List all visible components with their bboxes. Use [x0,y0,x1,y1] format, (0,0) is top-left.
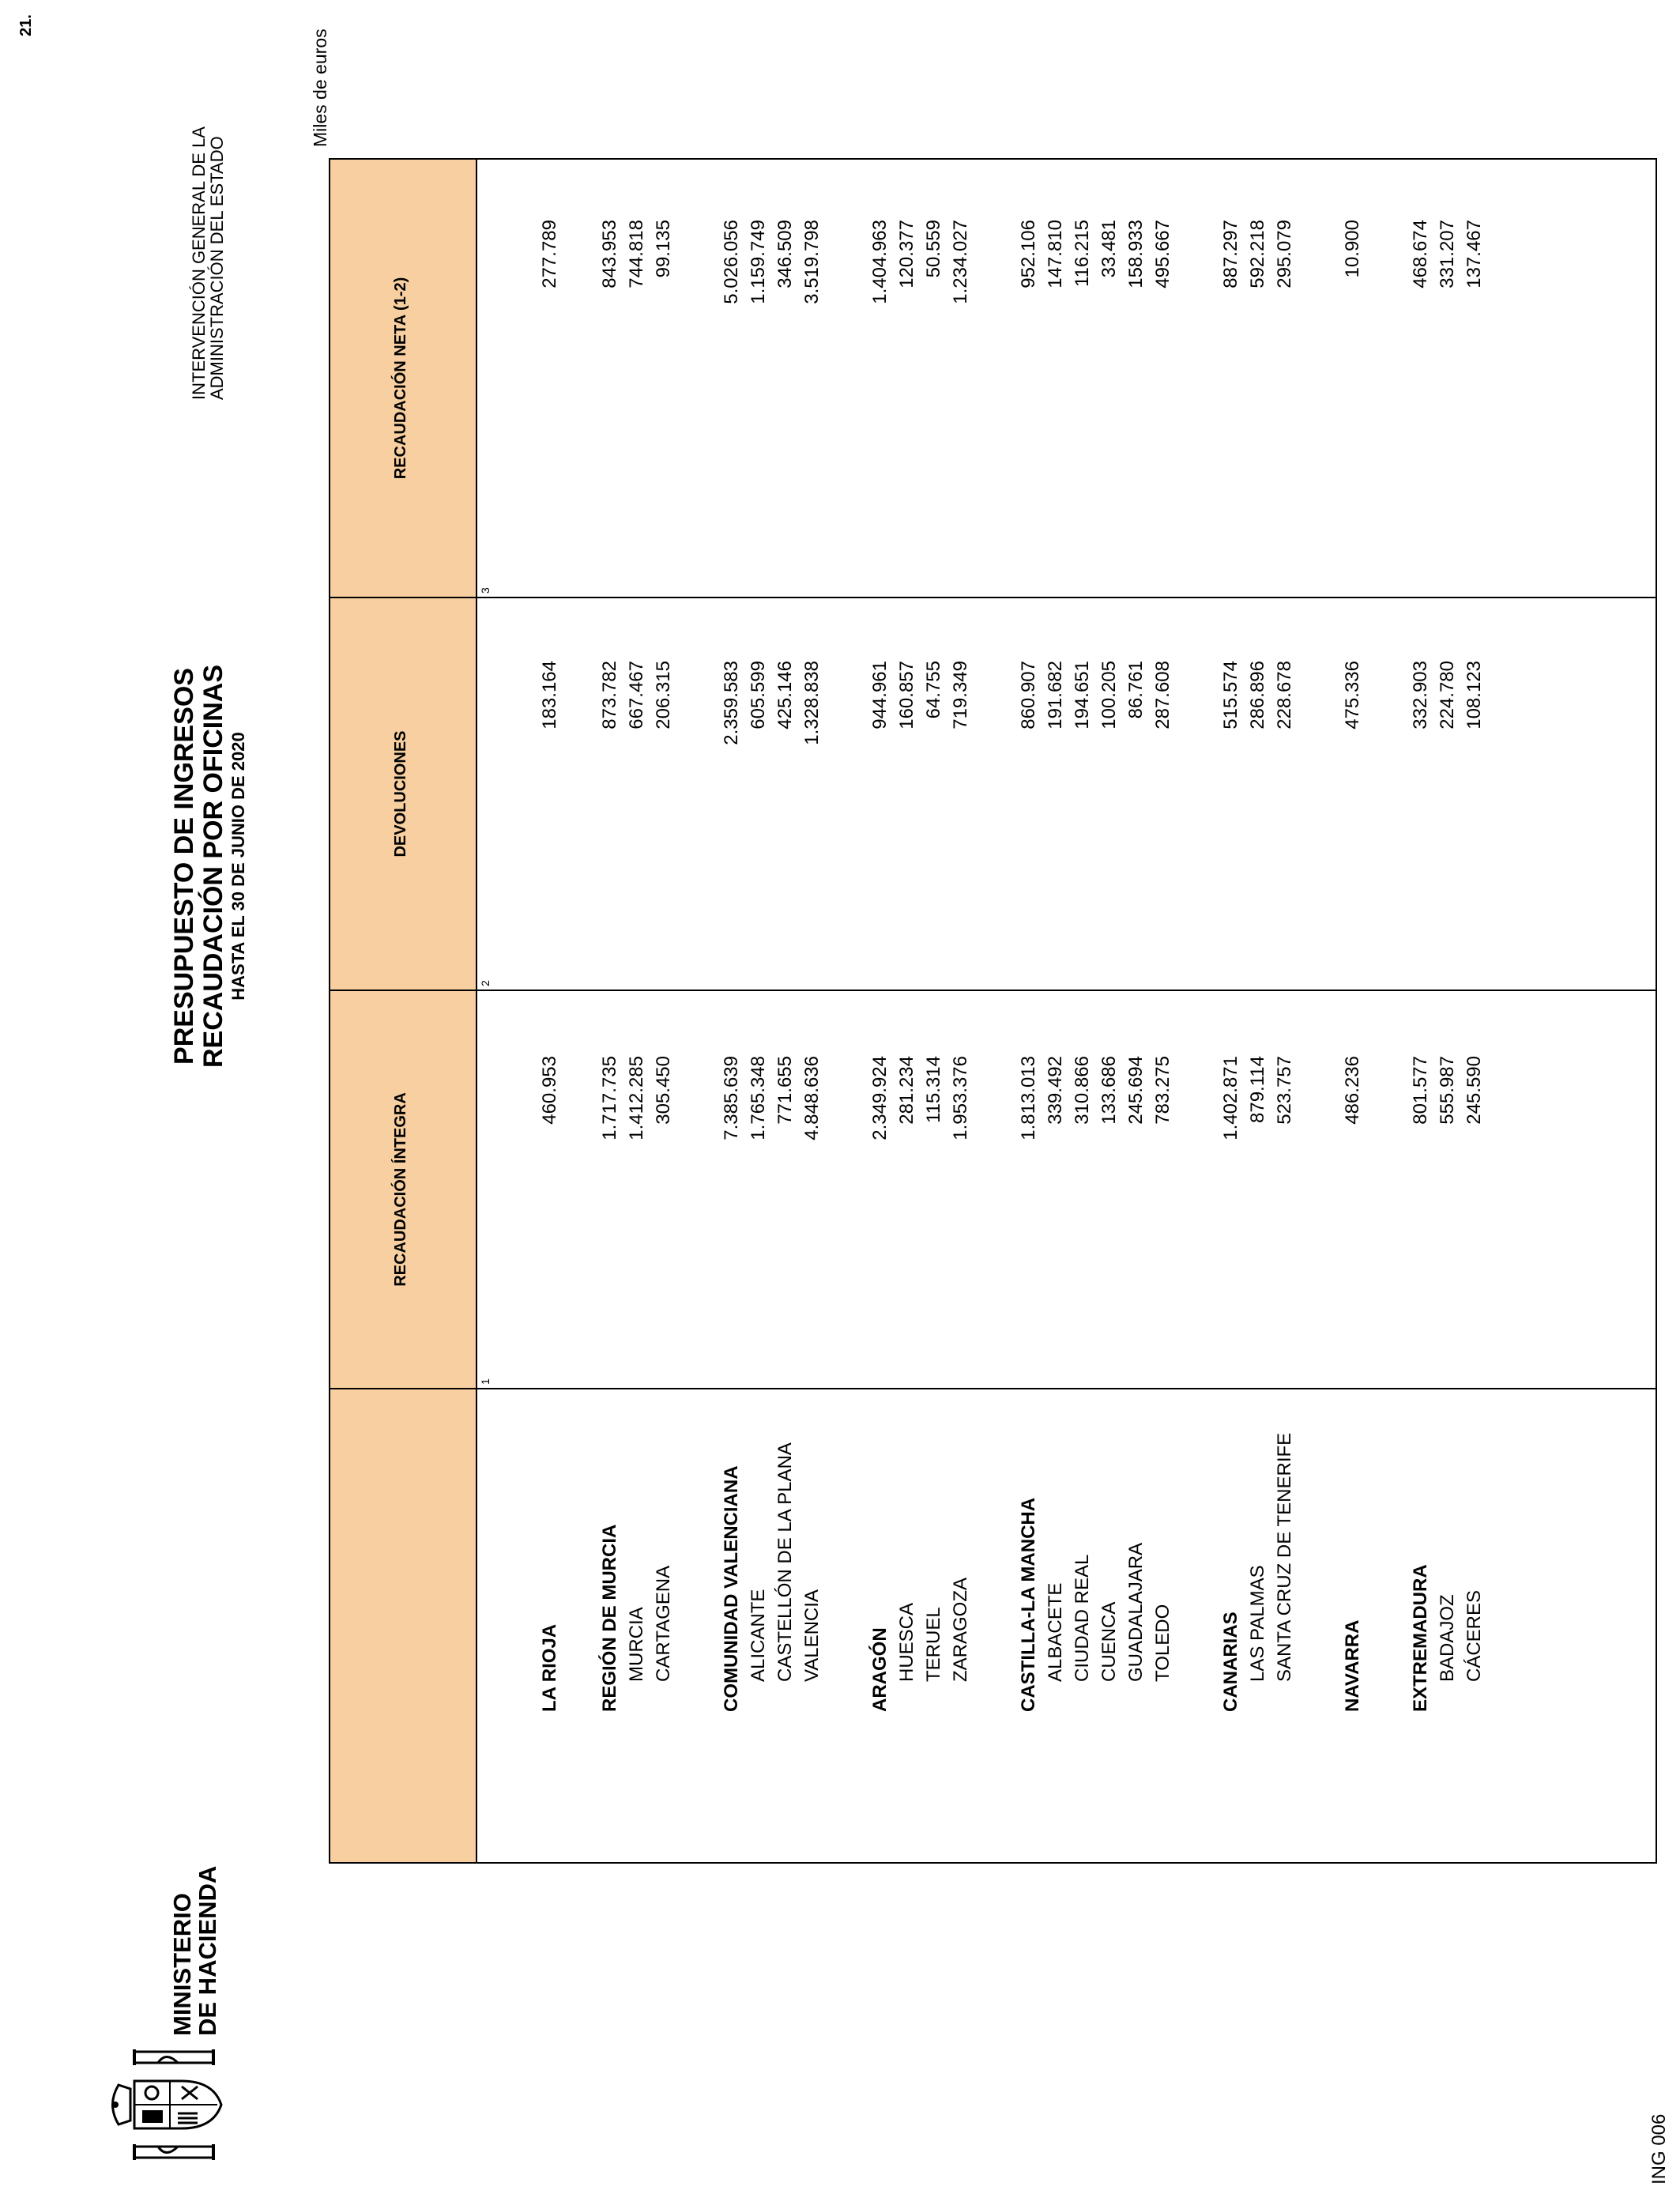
cell-devoluciones: 86.761 [1125,661,1147,719]
row-label: MURCIA [626,1607,647,1682]
cell-neta: 120.377 [896,220,917,288]
cell-neta: 116.215 [1072,220,1093,287]
cell-neta: 843.953 [599,220,620,288]
page-number: 21. [17,14,35,36]
cell-neta: 346.509 [774,220,796,288]
cell-neta: 295.079 [1274,220,1295,288]
row-label: BADAJOZ [1437,1594,1458,1682]
cell-integra: 771.655 [774,1056,796,1125]
row-label: GUADALAJARA [1125,1542,1147,1682]
cell-neta: 158.933 [1125,220,1147,288]
cell-devoluciones: 108.123 [1463,661,1485,729]
cell-integra: 305.450 [653,1056,674,1125]
cell-neta: 147.810 [1045,220,1066,288]
cell-integra: 801.577 [1410,1056,1431,1125]
cell-neta: 1.234.027 [950,220,971,304]
column-number-2: 2 [479,980,492,986]
cell-neta: 952.106 [1018,220,1039,288]
cell-integra: 245.590 [1463,1056,1485,1125]
cell-integra: 1.412.285 [626,1056,647,1140]
column-header-devoluciones: DEVOLUCIONES [392,730,409,858]
cell-neta: 33.481 [1098,220,1120,278]
row-label: HUESCA [896,1602,917,1682]
cell-integra: 460.953 [539,1056,560,1125]
row-label: ZARAGOZA [950,1577,971,1682]
ministry-line-1: MINISTERIO [168,1893,196,2036]
cell-integra: 2.349.924 [869,1056,891,1140]
column-number-1: 1 [479,1378,492,1385]
cell-neta: 495.667 [1152,220,1173,288]
cell-neta: 468.674 [1410,220,1431,288]
cell-devoluciones: 228.678 [1274,661,1295,729]
column-header-neta: RECAUDACIÓN NETA (1-2) [392,277,409,480]
cell-neta: 5.026.056 [721,220,742,304]
column-header-integra: RECAUDACIÓN ÍNTEGRA [392,1092,409,1287]
cell-integra: 133.686 [1098,1056,1120,1125]
row-label: LAS PALMAS [1247,1565,1268,1682]
row-label: LA RIOJA [539,1623,560,1712]
cell-integra: 1.402.871 [1220,1056,1241,1140]
row-label: VALENCIA [801,1589,823,1682]
cell-integra: 1.953.376 [950,1056,971,1140]
row-label: REGIÓN DE MURCIA [599,1524,620,1712]
cell-neta: 744.818 [626,220,647,288]
cell-devoluciones: 1.328.838 [801,661,823,745]
cell-devoluciones: 206.315 [653,661,674,729]
row-label: CASTELLÓN DE LA PLANA [774,1442,796,1682]
row-label: ALICANTE [748,1589,769,1682]
row-label: TERUEL [923,1607,944,1682]
cell-integra: 555.987 [1437,1056,1458,1125]
cell-integra: 1.765.348 [748,1056,769,1140]
cell-devoluciones: 191.682 [1045,661,1066,729]
row-label: NAVARRA [1342,1619,1363,1712]
cell-devoluciones: 719.349 [950,661,971,729]
cell-devoluciones: 194.651 [1072,661,1093,729]
cell-devoluciones: 860.907 [1018,661,1039,729]
cell-integra: 4.848.636 [801,1056,823,1140]
cell-integra: 339.492 [1045,1056,1066,1125]
cell-devoluciones: 224.780 [1437,661,1458,729]
cell-integra: 486.236 [1342,1056,1363,1125]
column-number-3: 3 [479,587,492,594]
row-label: TOLEDO [1152,1604,1173,1682]
cell-devoluciones: 64.755 [923,661,944,719]
title-line-1: PRESUPUESTO DE INGRESOS [169,668,199,1065]
row-label: COMUNIDAD VALENCIANA [721,1465,742,1712]
cell-integra: 7.385.639 [721,1056,742,1140]
units-label: Miles de euros [310,28,330,147]
row-label: SANTA CRUZ DE TENERIFE [1274,1432,1295,1682]
form-code: ING 006 [1648,2113,1670,2185]
cell-neta: 1.404.963 [869,220,891,304]
cell-integra: 523.757 [1274,1056,1295,1125]
cell-integra: 245.694 [1125,1056,1147,1125]
row-label: CANARIAS [1220,1612,1241,1712]
cell-integra: 1.813.013 [1018,1056,1039,1140]
cell-neta: 277.789 [539,220,560,288]
cell-devoluciones: 873.782 [599,661,620,729]
title-line-3: HASTA EL 30 DE JUNIO DE 2020 [228,732,248,1001]
cell-integra: 1.717.735 [599,1056,620,1140]
cell-devoluciones: 183.164 [539,661,560,729]
cell-neta: 1.159.749 [748,220,769,304]
row-label: EXTREMADURA [1410,1564,1431,1712]
cell-integra: 115.314 [923,1056,944,1123]
title-line-2: RECAUDACIÓN POR OFICINAS [198,664,228,1069]
ministry-line-2: DE HACIENDA [194,1865,221,2036]
cell-devoluciones: 605.599 [748,661,769,729]
cell-integra: 310.866 [1072,1056,1093,1125]
cell-integra: 281.234 [896,1056,917,1125]
cell-devoluciones: 667.467 [626,661,647,729]
row-label: CÁCERES [1463,1589,1485,1682]
cell-neta: 10.900 [1342,220,1363,278]
cell-devoluciones: 287.608 [1152,661,1173,729]
cell-neta: 99.135 [653,220,674,278]
cell-devoluciones: 2.359.583 [721,661,742,745]
cell-neta: 592.218 [1247,220,1268,288]
row-label: ARAGÓN [869,1627,891,1712]
row-label: CASTILLA-LA MANCHA [1018,1497,1039,1712]
cell-neta: 50.559 [923,220,944,278]
row-label: CARTAGENA [653,1565,674,1682]
row-label: CIUDAD REAL [1072,1554,1093,1682]
cell-neta: 137.467 [1463,220,1485,288]
row-label: CUENCA [1098,1601,1120,1682]
intervention-line-1: INTERVENCIÓN GENERAL DE LA [189,126,209,400]
cell-neta: 887.297 [1220,220,1241,288]
intervention-line-2: ADMINISTRACIÓN DEL ESTADO [207,136,227,400]
cell-devoluciones: 100.205 [1098,661,1120,729]
cell-neta: 331.207 [1437,220,1458,288]
cell-devoluciones: 944.961 [869,661,891,729]
row-label: ALBACETE [1045,1582,1066,1682]
cell-devoluciones: 425.146 [774,661,796,729]
cell-devoluciones: 515.574 [1220,661,1241,729]
cell-devoluciones: 332.903 [1410,661,1431,729]
cell-devoluciones: 286.896 [1247,661,1268,729]
cell-neta: 3.519.798 [801,220,823,304]
cell-integra: 879.114 [1247,1056,1268,1123]
cell-devoluciones: 475.336 [1342,661,1363,729]
cell-devoluciones: 160.857 [896,661,917,729]
cell-integra: 783.275 [1152,1056,1173,1125]
